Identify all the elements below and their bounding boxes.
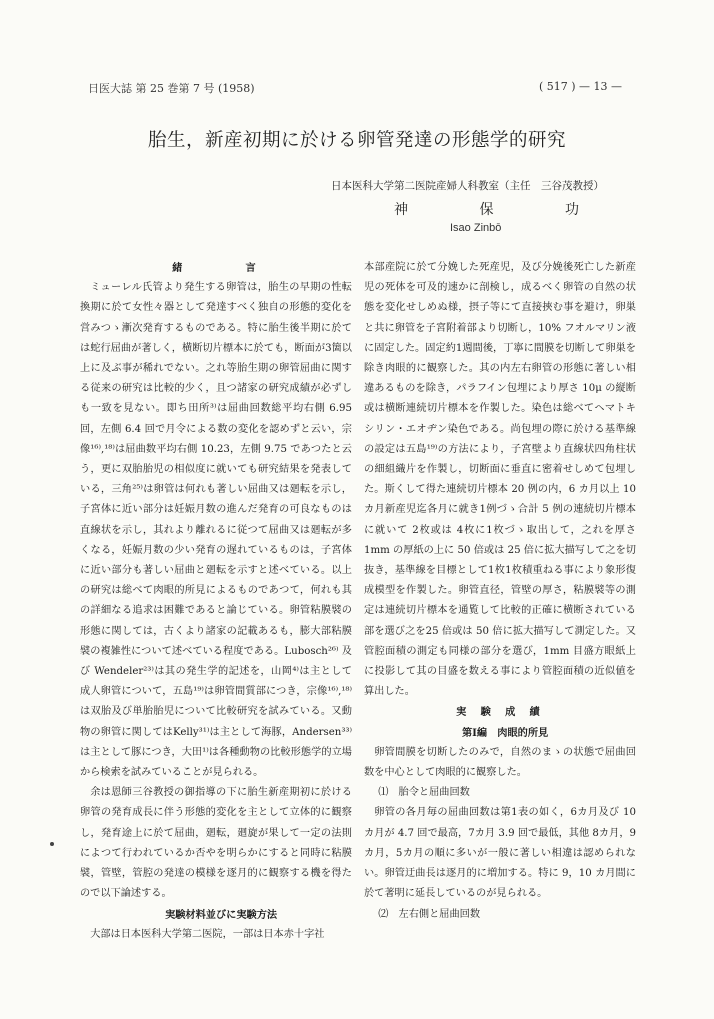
right-column xyxy=(364,258,636,925)
paragraph: 卵管の各月毎の屈曲回数は第1表の如く，6カ月及び 10 カ月が 4.7 回で最高，7カ月 3.9 回で最低，其他 8カ月，9カ月，5カ月の順に多いが一般に著しい相違は認められない。卵管迂曲長は逐月的に増加する。特に 9，10 カ月間に於て著明に延長しているのが見られる。 xyxy=(364,807,636,900)
affiliation: 日本医科大学第二医院産婦人科教室（主任 三谷茂教授） xyxy=(331,180,604,192)
section-heading-methods: 実験材料並びに実験方法 xyxy=(165,908,278,921)
page-number: ( 517 ) — 13 — xyxy=(538,80,622,93)
paragraph: 卵管間膜を切断したのみで，自然のまゝの状態で屈曲回数を中心として肉眼的に観察した。 xyxy=(364,746,636,779)
margin-mark xyxy=(50,842,54,846)
author-char-3: 功 xyxy=(565,202,579,218)
part-heading: 第Ⅰ編 肉眼的所見 xyxy=(461,726,549,739)
section-heading-results: 実験成績 xyxy=(456,706,555,719)
paragraph: 大部は日本医科大学第二医院，一部は日本赤十字社 xyxy=(90,928,325,940)
article-title: 胎生，新産初期に於ける卵管発達の形態学的研究 xyxy=(147,130,566,151)
left-column xyxy=(80,258,352,945)
author-romanized: Isao Zinbō xyxy=(450,222,502,234)
author-char-1: 神 xyxy=(394,202,408,218)
paragraph: 本部産院に於て分娩した死産児，及び分娩後死亡した新産児の死体を可及的速かに剖検し，成るべく卵管の自然の状態を変化せしめぬ様，摂子等にて直接挾む事を避け，卵巣と共に卵管を子宮附着部より切断し，10% フオルマリン液に固定した。固定約1週間後，丁寧に間膜を切断して卵巣を除き肉眼的に観察した。其の内左右卵管の形態に著しい相違あるものを除き，パラフイン包埋により厚さ 10μ の縦断或は横断連続切片標本を作製した。染色は総べてヘマトキシリン・エオヂン染色である。尚包埋の際に於ける基準線の設定は五島¹⁹⁾の方法により，子宮壁より直線状四角柱状の細組織片を作製し，切断面に垂直に密着せしめて包埋した。斯くして得た連続切片標本 20 例の内，6 カ月以上 10 カ月新産児迄各月に就き1例づゝ合計 5 例の連続切片標本に就いて 2枚或は 4枚に1枚づゝ取出して，之れを厚さ 1mm の厚紙の上に 50 倍或は 25 倍に拡大描写して之を切抜き，基準線を目標として1枚1枚積重ねる事により象形復成模型を作製した。卵管直径，管壁の厚さ，粘膜襞等の測定は連続切片標本を通覧して比較的正確に横断されている部を選び之を25 倍或は 50 倍に拡大描写して測定した。又管腔面積の測定も同様の部分を選び，1mm 目盛方眼紙上に投影して其の目盛を数える事により管腔面積の近似値を算出した。 xyxy=(364,262,636,698)
paragraph: ミューレル氏管より発生する卵管は，胎生の早期の性転換期に於て女性々器として発達すべく独自の形態的変化を営みつゝ漸次発育するものである。特に胎生後半期に於ては蛇行屈曲が著しく，横断切片標本に於ても，断面が3箇以上に及ぶ事が稀れでない。之れ等胎生期の卵管屈曲に関する従来の研究は比較的少く，且つ諸家の研究成績が必ずしも一致を見ない。即ち田所³⁾は屈曲回数総平均右側 6.95 回，左側 6.4 回で月令による数の変化を認めずと云い，宗像¹⁶⁾,¹⁸⁾は屈曲数平均右側 10.23，左側 9.75 であつたと云う，更に双胎胎児の相似度に就いても研究結果を発表している，三角²⁵⁾は卵管は何れも著しい屈曲又は廻転を示し，子宮体に近い部分は妊娠月数の進んだ発育の可良なものは直線状を示し，其れより離れるに従つて屈曲又は廻転が多くなる，妊娠月数の少い発育の遅れているものは，子宮体に近い部分も著しい屈曲と廻転を示すと述べている。以上の研究は総べて肉眼的所見によるものであつて，何れも其の詳細なる追求は困難であると論じている。卵管粘膜襞の形態に関しては，古くより諸家の記載あるも，膨大部粘膜襞の複雑性について述べている程度である。Lubosch²⁶⁾ 及び Wendeler²³⁾は其の発生学的記述を，山岡⁴⁾は主として成人卵管について，五島¹⁹⁾は卵管間質部につき，宗像¹⁶⁾,¹⁸⁾は双胎及び単胎胎児について比較研究を試みている。又動物の卵管に関してはKelly³¹⁾は主として海豚，Andersen³³⁾は主として豚につき，大田¹⁾は各種動物の比較形態学的立場から検索を試みていることが見られる。 xyxy=(80,282,352,779)
subsection-heading: ⑵ 左右側と屈曲回数 xyxy=(378,908,481,920)
paragraph: 余は恩師三谷教授の御指導の下に胎生新産期初に於ける卵管の発育成長に伴う形態的変化を主として立体的に観察し，発育途上に於て屈曲，廻転，廻旋が果して一定の法則によつて行われているか否やを明らかにすると同時に粘膜襞，管壁，管腔の発達の模様を逐月的に観察する機を得たので以下論述する。 xyxy=(80,787,352,900)
journal-citation: 日医大誌 第 25 巻第 7 号 (1958) xyxy=(88,82,255,95)
section-heading-introduction: 緒 言 xyxy=(172,262,271,274)
author-name xyxy=(394,199,579,219)
author-char-2: 保 xyxy=(479,202,494,218)
subsection-heading: ⑴ 胎令と屈曲回数 xyxy=(378,787,470,799)
